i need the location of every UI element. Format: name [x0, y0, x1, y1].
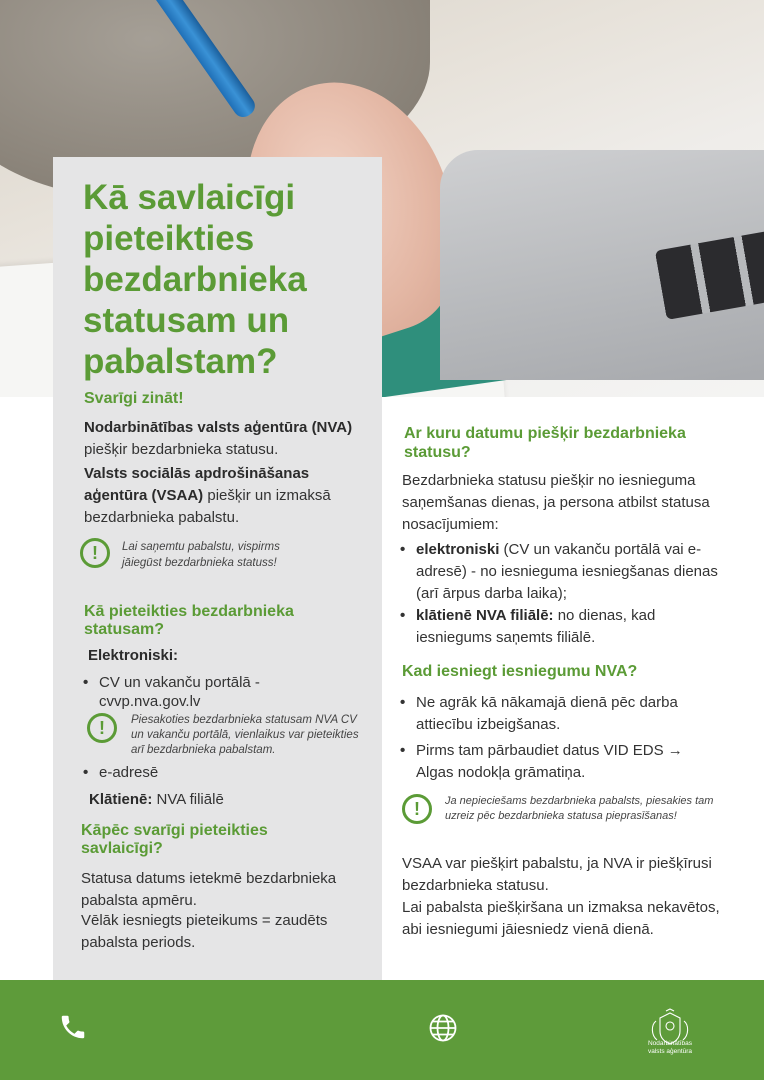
bullet-text: (CV un vakanču portālā vai e-adresē) - no iesnieguma iesniegšanas dienas (arī ārpus darba laika); [416, 541, 718, 602]
in-person-value: NVA filiālē [156, 791, 224, 808]
phone-icon [58, 1012, 88, 1042]
why-paragraph-2: Vēlāk iesniegts pieteikums = zaudēts pabalsta periods. [81, 912, 328, 951]
globe-icon [428, 1013, 458, 1043]
page-title: Kā savlaicīgi pieteikties bezdarbnieka statusam un pabalstam? [83, 178, 307, 381]
bullet-in-person [416, 605, 706, 649]
bullet-cv-portal: • CV un vakanču portālā - cvvp.nva.gov.lv [99, 673, 299, 711]
date-intro: Bezdarbnieka statusu piešķir no iesnieguma saņemšanas dienas, ja persona atbilst statusa nosacījumiem: [402, 472, 710, 533]
vsaa-name: Valsts sociālās apdrošināšanas aģentūra (VSAA) [84, 465, 310, 504]
status-first-note [80, 538, 322, 571]
nva-role: piešķir bezdarbnieka statusu. [84, 441, 279, 458]
when-heading: Kad iesniegt iesniegumu NVA? [402, 663, 638, 680]
why-heading: Kāpēc svarīgi pieteikties savlaicīgi? [81, 822, 268, 857]
exclamation-circle-icon: ! [402, 794, 432, 824]
note-text: Piesakoties bezdarbnieka statusam NVA CV un vakanču portālā, vienlaikus var pieteikties arī bezdarbnieka pabalstam. [131, 714, 359, 756]
bullet-check-eds: • Pirms tam pārbaudiet datus VID EDS → Algas nodokļa grāmatiņa. [416, 740, 716, 784]
in-person-line [89, 789, 224, 811]
portal-note [87, 713, 361, 758]
bullet-electronic [416, 539, 726, 605]
note-text: Ja nepieciešams bezdarbnieka pabalsts, piesakies tam uzreiz pēc bezdarbnieka statusa pieprasīšanas! [445, 795, 714, 822]
apply-heading: Kā pieteikties bezdarbnieka statusam? [84, 603, 294, 638]
exclamation-circle-icon: ! [87, 713, 117, 743]
note-text: Lai saņemtu pabalstu, vispirms jāiegūst bezdarbnieka statuss! [122, 541, 280, 569]
exclamation-circle-icon: ! [80, 538, 110, 568]
electronic-label: Elektroniski: [88, 647, 179, 664]
logo-caption-line: Nodarbinātības [647, 1040, 693, 1047]
bullet-e-address: • e-adresē [99, 762, 158, 784]
bullet-bold: elektroniski [416, 541, 500, 558]
nva-name: Nodarbinātības valsts aģentūra (NVA) [84, 419, 353, 436]
bullet-not-earlier: • Ne agrāk kā nākamajā dienā pēc darba attiecību izbeigšanas. [416, 692, 716, 736]
vsaa-condition-paragraph: VSAA var piešķirt pabalstu, ja NVA ir piešķīrusi bezdarbnieka statusu. [402, 855, 712, 894]
in-person-label: Klātienē: [89, 791, 153, 808]
benefit-note [402, 794, 715, 824]
same-day-paragraph: Lai pabalsta piešķiršana un izmaksa nekavētos, abi iesniegumi jāiesniedz vienā dienā. [402, 899, 720, 938]
important-heading: Svarīgi zināt! [84, 390, 184, 407]
bullet-bold: klātienē NVA filiālē: [416, 607, 554, 624]
logo-caption [630, 1040, 710, 1056]
why-paragraph-1: Statusa datums ietekmē bezdarbnieka pabalsta apmēru. [81, 870, 337, 909]
logo-caption-line: valsts aģentūra [647, 1048, 693, 1055]
bullet-text: no dienas, kad iesniegums saņemts filiālē. [416, 607, 656, 646]
vsaa-paragraph [84, 463, 352, 529]
nva-paragraph [84, 417, 359, 461]
vsaa-role: piešķir un izmaksā bezdarbnieka pabalstu. [84, 487, 331, 526]
date-heading: Ar kuru datumu piešķir bezdarbnieka statusu? [404, 425, 686, 461]
